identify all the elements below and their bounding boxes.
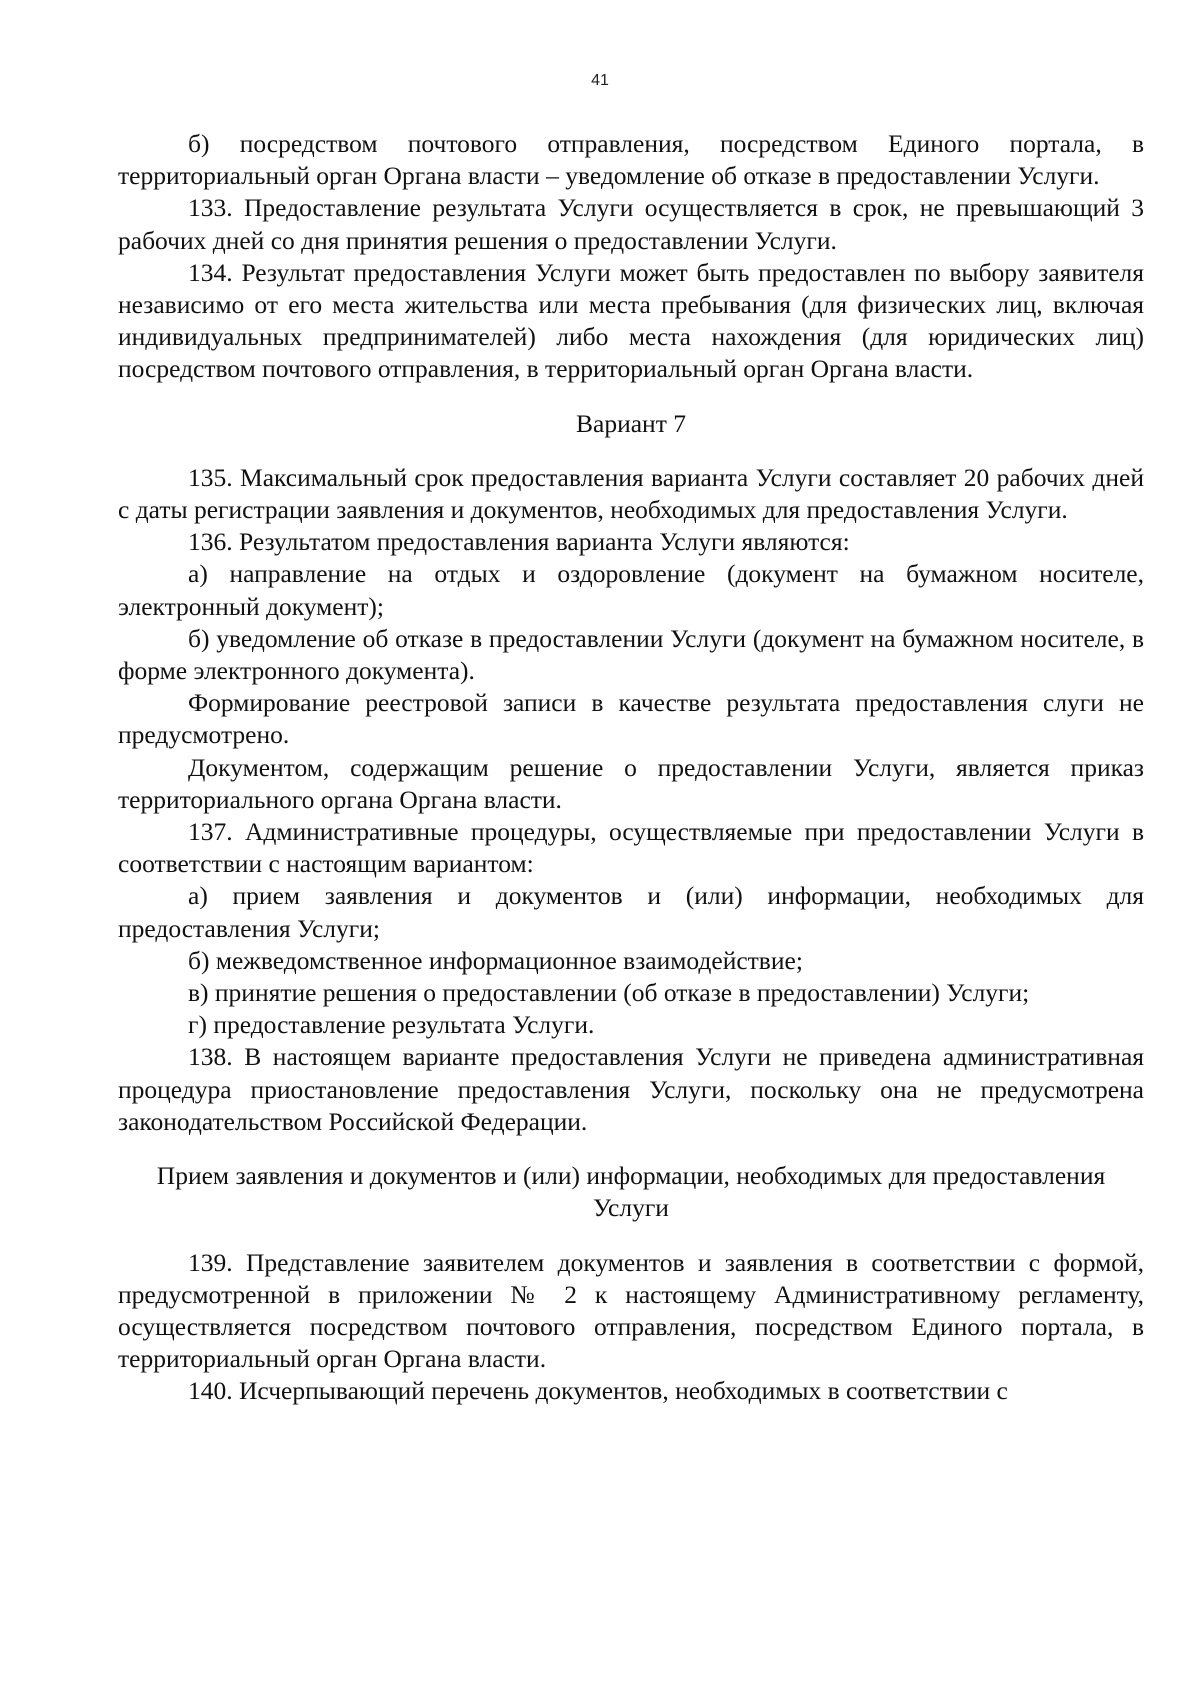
paragraph-139: 139. Представление заявителем документов и заявления в соответствии с формой, предусмотренной в приложении № 2 к настоящему Административному регламенту, осуществляется посредством почтового отправления, посредством Единого портала, в территориальный орган Органа власти. [118,1247,1144,1374]
paragraph-134: 134. Результат предоставления Услуги может быть предоставлен по выбору заявителя независимо от его места жительства или места пребывания (для физических лиц, включая индивидуальных предпринимателей) либо места нахождения (для юридических лиц) посредством почтового отправления, в территориальный орган Органа власти. [118,257,1144,384]
paragraph-137-g: г) предоставление результата Услуги. [188,1010,595,1040]
section-heading-variant-7: Вариант 7 [576,408,686,438]
paragraph-140: 140. Исчерпывающий перечень документов, необходимых в соответствии с [188,1376,1008,1406]
paragraph-137-a: а) прием заявления и документов и (или) информации, необходимых для предоставления Услуги; [118,881,1144,943]
paragraph-decision-document: Документом, содержащим решение о предоставлении Услуги, является приказ территориального органа Органа власти. [118,752,1144,814]
paragraph-136-b: б) уведомление об отказе в предоставлении Услуги (документ на бумажном носителе, в форме электронного документа). [118,623,1144,686]
paragraph-137-b: б) межведомственное информационное взаимодействие; [188,945,803,975]
paragraph-b-postal-refusal: б) посредством почтового отправления, посредством Единого портала, в территориальный орган Органа власти – уведомление об отказе в предоставлении Услуги. [118,129,1144,191]
paragraph-135: 135. Максимальный срок предоставления варианта Услуги составляет 20 рабочих дней с даты регистрации заявления и документов, необходимых для предоставления Услуги. [118,462,1144,525]
page-number: 41 [591,72,609,89]
document-body [118,128,1144,1408]
paragraph-136-a: а) направление на отдых и оздоровление (документ на бумажном носителе, электронный документ); [118,559,1144,621]
section-heading-application-intake: Прием заявления и документов и (или) информации, необходимых для предоставления Услуги [156,1161,1106,1223]
paragraph-137: 137. Административные процедуры, осуществляемые при предоставлении Услуги в соответствии с настоящим вариантом: [118,817,1144,879]
paragraph-registry-record: Формирование реестровой записи в качестве результата предоставления слуги не предусмотрено. [118,688,1144,750]
paragraph-136: 136. Результатом предоставления варианта Услуги являются: [188,527,850,557]
paragraph-137-v: в) принятие решения о предоставлении (об отказе в предоставлении) Услуги; [188,978,1030,1008]
paragraph-133: 133. Предоставление результата Услуги осуществляется в срок, не превышающий 3 рабочих дней со дня принятия решения о предоставлении Услуги. [118,193,1144,255]
paragraph-138: 138. В настоящем варианте предоставления Услуги не приведена административная процедура приостановление предоставления Услуги, поскольку она не предусмотрена законодательством Российской Федерации. [118,1042,1144,1136]
